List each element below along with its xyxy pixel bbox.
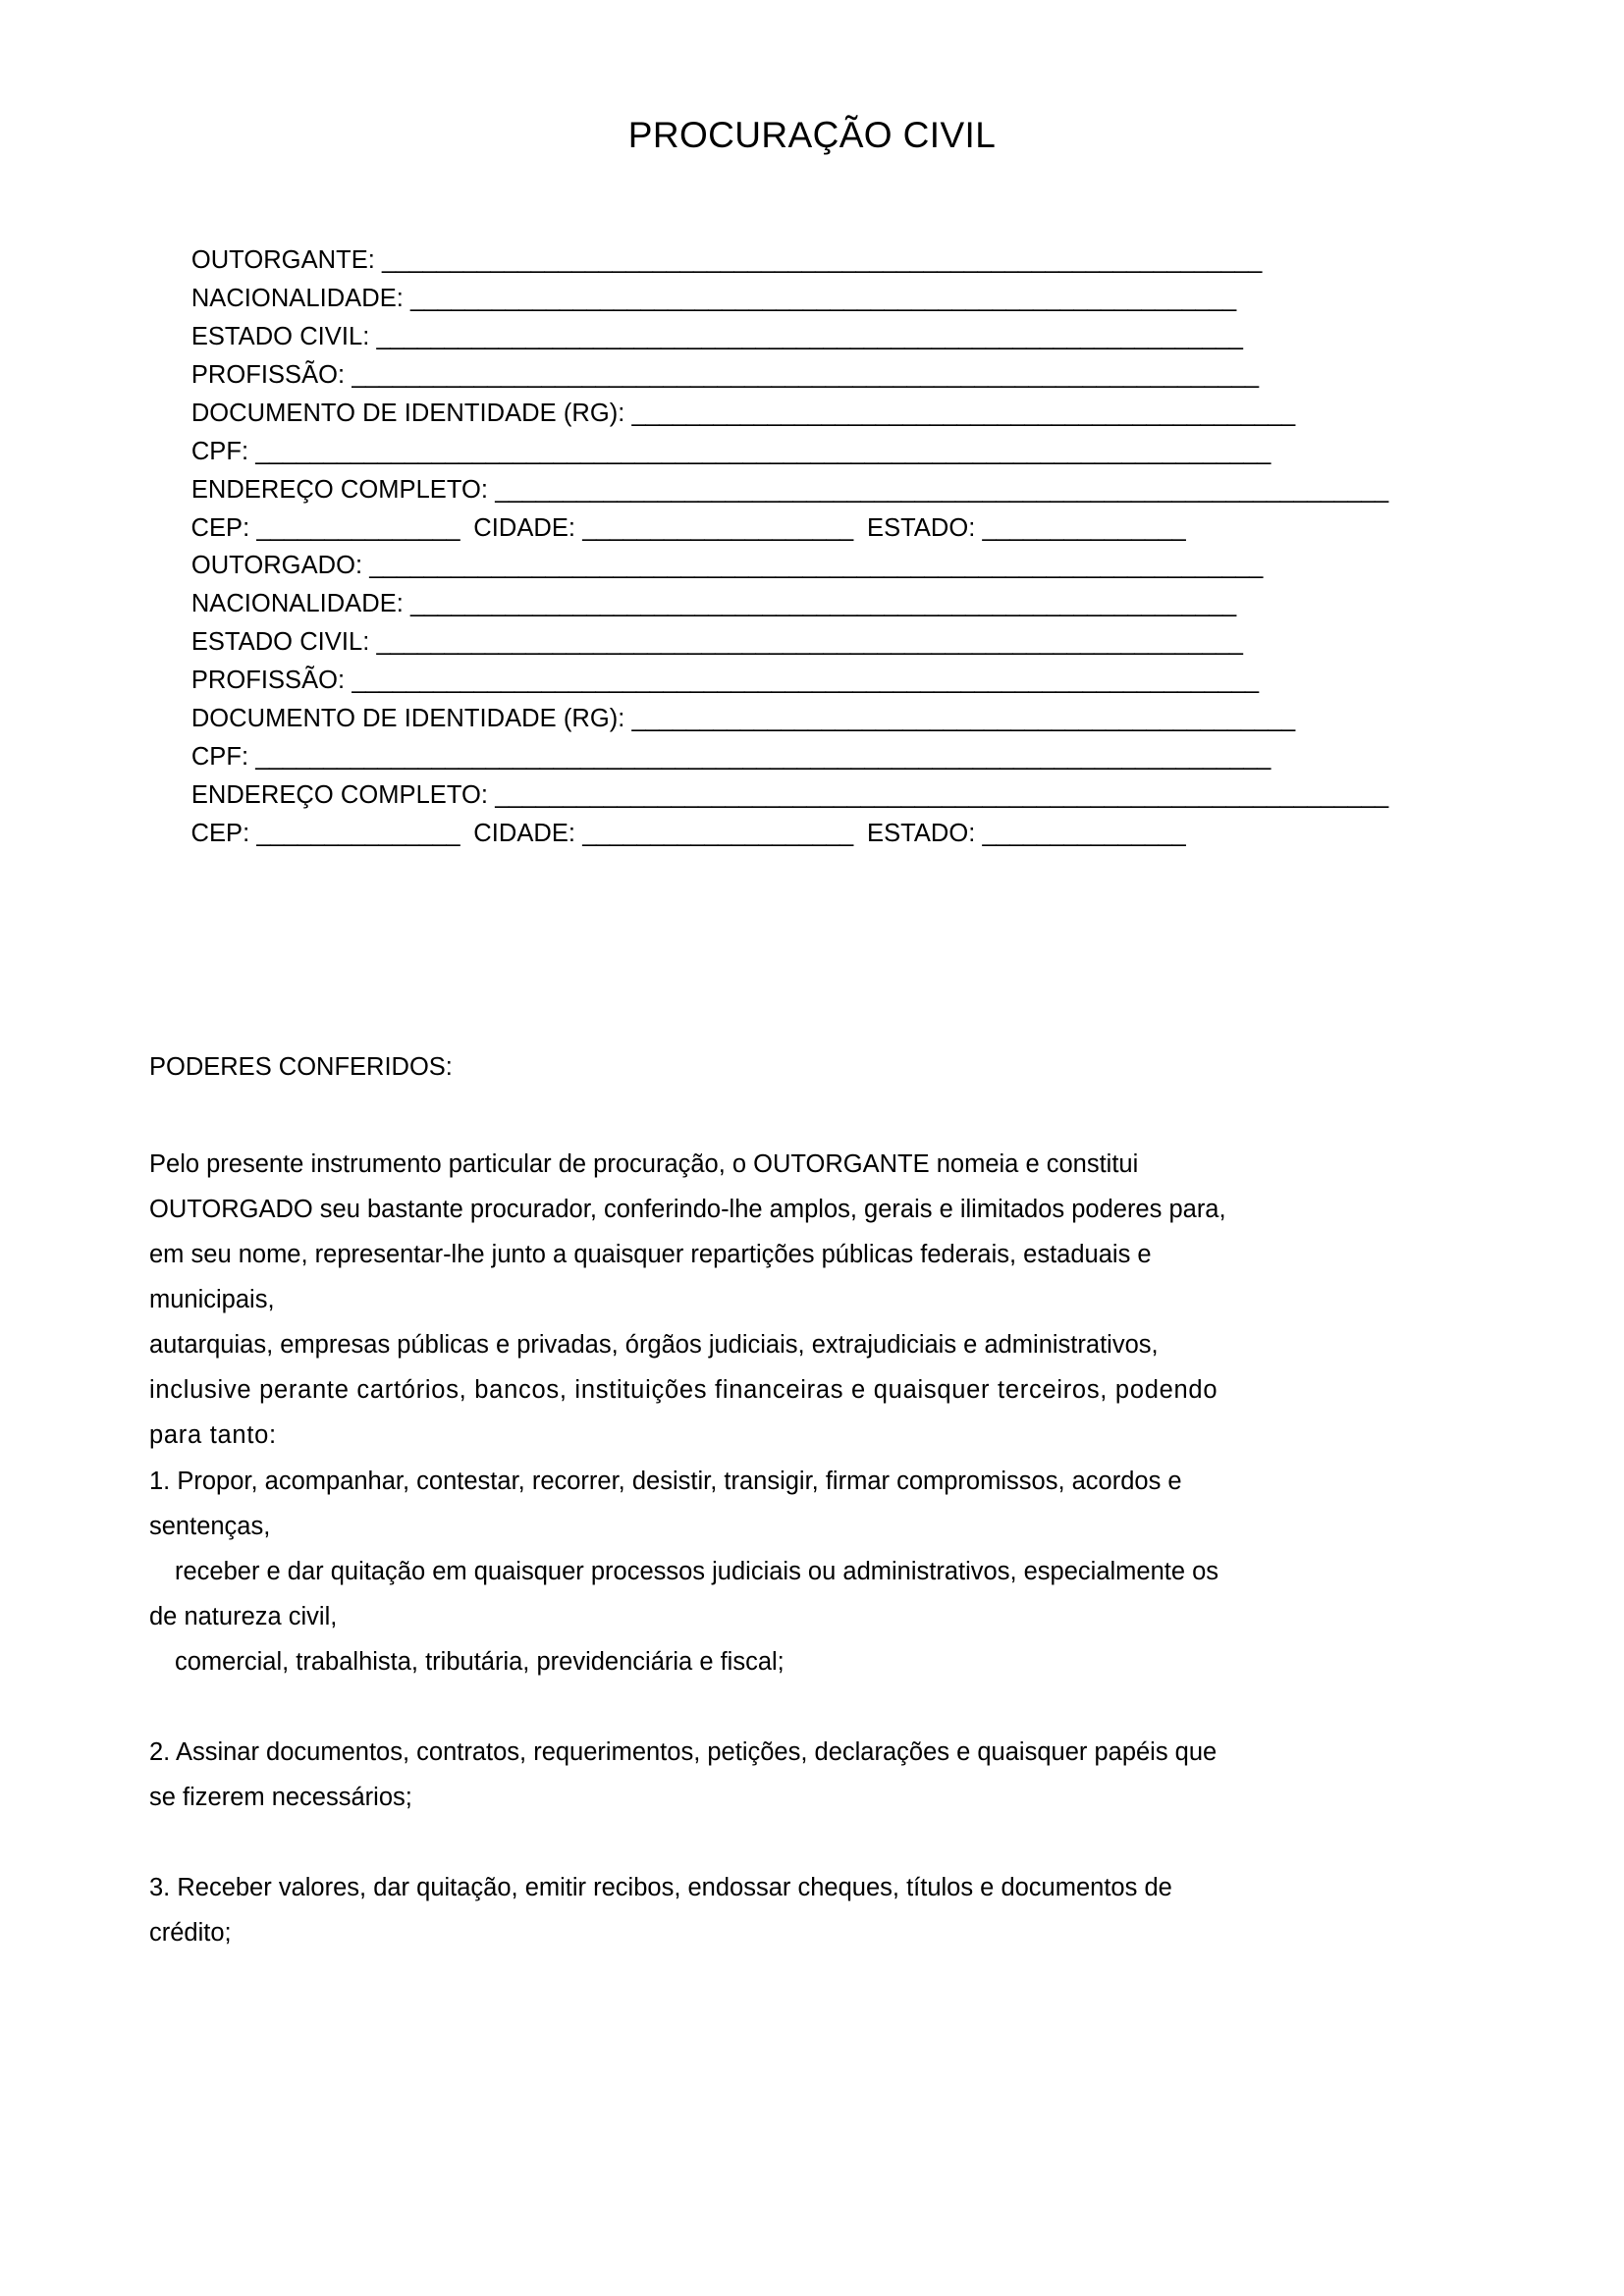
- paragraph-line: Pelo presente instrumento particular de procuração, o OUTORGANTE nomeia e constitui: [149, 1150, 1139, 1178]
- item-line: receber e dar quitação em quaisquer processos judiciais ou administrativos, especialmente os: [175, 1558, 1219, 1585]
- spacer: [853, 820, 867, 847]
- field-rule: ________________________________________________________________: [376, 628, 1243, 656]
- field-label: DOCUMENTO DE IDENTIDADE (RG):: [190, 705, 632, 732]
- field-row-outorgado[interactable]: [149, 508, 1524, 579]
- power-item-1: [149, 1459, 1406, 1684]
- field-rule: _____________________________________________________________: [410, 285, 1236, 312]
- field-rule: _________________________________________________: [631, 400, 1295, 427]
- field-label: ENDEREÇO COMPLETO:: [190, 476, 496, 504]
- field-label: DOCUMENTO DE IDENTIDADE (RG):: [190, 400, 632, 427]
- item-line: sentenças,: [149, 1513, 271, 1540]
- item-line: comercial, trabalhista, tributária, previdenciária e fiscal;: [175, 1648, 785, 1676]
- item-line: 3. Receber valores, dar quitação, emitir recibos, endossar cheques, títulos e documentos de: [149, 1874, 1172, 1901]
- item-line: de natureza civil,: [149, 1603, 338, 1630]
- field-label: CPF:: [190, 438, 256, 465]
- field-label: OUTORGADO:: [190, 552, 370, 579]
- field-rule: __________________________________________________________________: [495, 781, 1388, 809]
- cidade-label: CIDADE:: [473, 514, 583, 542]
- paragraph-line: OUTORGADO seu bastante procurador, conferindo-lhe amplos, gerais e ilimitados poderes para,: [149, 1196, 1226, 1223]
- cidade-label: CIDADE:: [473, 820, 583, 847]
- outorgado-field-block: [149, 508, 1524, 847]
- field-label: NACIONALIDADE:: [190, 590, 411, 617]
- field-row-outorgante[interactable]: [149, 203, 1524, 274]
- estado-label: ESTADO:: [867, 514, 983, 542]
- cep-label: CEP:: [190, 514, 257, 542]
- field-label: NACIONALIDADE:: [190, 285, 411, 312]
- field-rule: _____________________________________________________________: [410, 590, 1236, 617]
- field-rule: __________________________________________________________________: [495, 476, 1388, 504]
- field-rule: _________________________________________________________________: [382, 246, 1262, 274]
- cidade-rule: ____________________: [582, 514, 853, 542]
- power-item-2: [149, 1730, 1406, 1820]
- field-rule: ___________________________________________________________________: [352, 667, 1259, 694]
- field-label: OUTORGANTE:: [190, 246, 383, 274]
- outorgante-field-block: [149, 203, 1524, 542]
- poderes-intro-paragraph: [149, 1142, 1406, 1458]
- field-rule: __________________________________________________________________: [369, 552, 1263, 579]
- paragraph-line: para tanto:: [149, 1421, 277, 1449]
- field-label: PROFISSÃO:: [190, 361, 352, 389]
- paragraph-line: inclusive perante cartórios, bancos, instituições financeiras e quaisquer terceiros, podendo: [149, 1376, 1218, 1404]
- field-rule: ___________________________________________________________________: [352, 361, 1259, 389]
- item-line: crédito;: [149, 1919, 232, 1947]
- spacer: [460, 820, 473, 847]
- field-rule: _________________________________________________: [631, 705, 1295, 732]
- field-rule: ___________________________________________________________________________: [255, 438, 1271, 465]
- estado-rule: _______________: [982, 820, 1186, 847]
- page-title: PROCURAÇÃO CIVIL: [627, 115, 997, 155]
- power-item-3: [149, 1865, 1406, 1955]
- field-label: ENDEREÇO COMPLETO:: [190, 781, 496, 809]
- estado-rule: _______________: [982, 514, 1186, 542]
- field-label: ESTADO CIVIL:: [190, 323, 377, 350]
- poderes-conferidos-heading: PODERES CONFERIDOS:: [149, 1053, 453, 1081]
- estado-label: ESTADO:: [867, 820, 983, 847]
- field-rule: ________________________________________________________________: [376, 323, 1243, 350]
- cidade-rule: ____________________: [582, 820, 853, 847]
- item-line: 2. Assinar documentos, contratos, requerimentos, petições, declarações e quaisquer papéis que: [149, 1738, 1218, 1766]
- cep-label: CEP:: [190, 820, 257, 847]
- paragraph-line: municipais,: [149, 1286, 275, 1313]
- item-line: 1. Propor, acompanhar, contestar, recorrer, desistir, transigir, firmar compromissos, acordos e: [149, 1468, 1182, 1495]
- paragraph-line: em seu nome, representar-lhe junto a quaisquer repartições públicas federais, estaduais e: [149, 1241, 1152, 1268]
- item-line: se fizerem necessários;: [149, 1784, 412, 1811]
- field-rule: ___________________________________________________________________________: [255, 743, 1271, 771]
- cep-rule: _______________: [256, 514, 460, 542]
- field-label: CPF:: [190, 743, 256, 771]
- field-label: ESTADO CIVIL:: [190, 628, 377, 656]
- field-label: PROFISSÃO:: [190, 667, 352, 694]
- cep-rule: _______________: [256, 820, 460, 847]
- paragraph-line: autarquias, empresas públicas e privadas, órgãos judiciais, extrajudiciais e administrativos,: [149, 1331, 1159, 1359]
